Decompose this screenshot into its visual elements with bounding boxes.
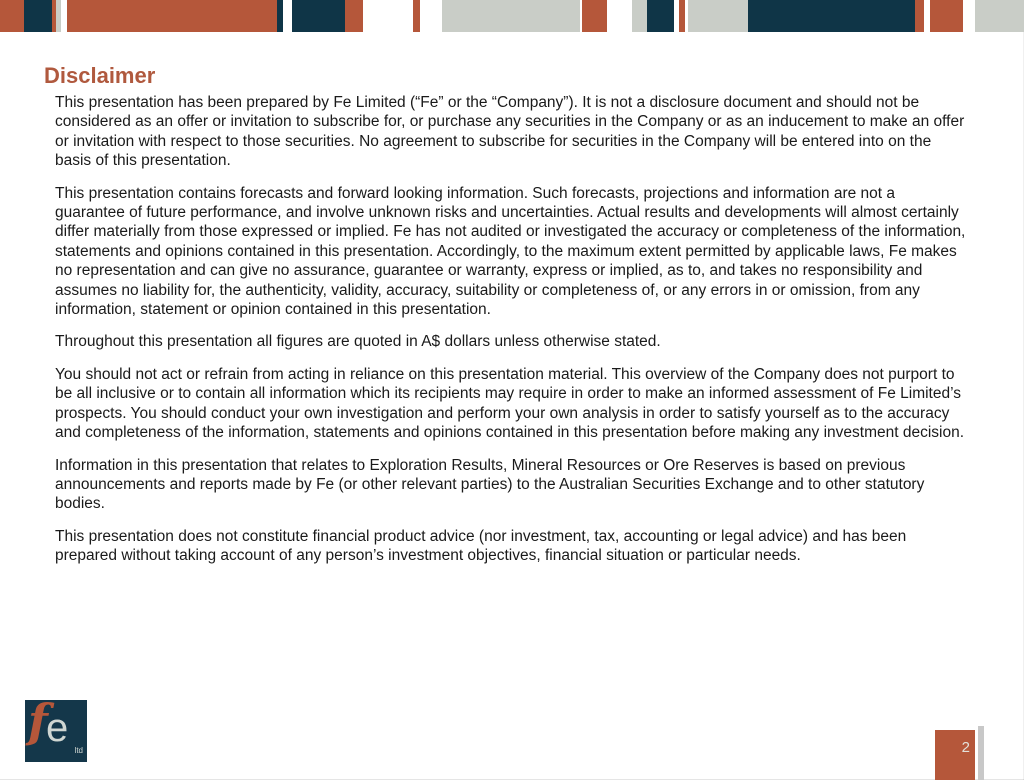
page-number-stripe: [978, 726, 984, 780]
bar-segment: [283, 0, 292, 32]
logo-ltd-label: ltd: [74, 746, 83, 755]
bar-segment: [67, 0, 277, 32]
bar-segment: [647, 0, 674, 32]
bar-segment: [420, 0, 442, 32]
bar-segment: [0, 0, 24, 32]
disclaimer-paragraph: This presentation does not constitute financial product advice (nor investment, tax, accounting or legal advice) and has been prepared without taking account of any person’s investment objectives, financial situation or particular needs.: [55, 527, 907, 565]
bar-segment: [442, 0, 580, 32]
disclaimer-paragraph: Information in this presentation that relates to Exploration Results, Mineral Resources or Ore Reserves is based on previous announcements and reports made by Fe (or other relevant parties) to the Australian Securities Exchange and to other statutory bodies.: [55, 456, 925, 513]
top-decorative-bar: [0, 0, 1024, 32]
bar-segment: [975, 0, 1024, 32]
bar-segment: [915, 0, 924, 32]
logo-letter-f: f: [28, 694, 48, 748]
disclaimer-paragraph: This presentation contains forecasts and forward looking information. Such forecasts, projections and information are not a guarantee of future performance, and involve unknown risks and uncertainties. Actual results and developments will almost certainly differ materially from those expressed or implied. Fe has not audited or investigated the accuracy or completeness of the information, statements and opinions contained in this presentation. Accordingly, to the maximum extent permitted by applicable laws, Fe makes no representation and can give no assurance, guarantee or warranty, express or implied, as to, and takes no responsibility and assumes no liability for, the authenticity, validity, accuracy, suitability or completeness of, or any errors in or omission, from any information, statement or opinion contained in this presentation.: [55, 184, 966, 319]
disclaimer-paragraph: Throughout this presentation all figures are quoted in A$ dollars unless otherwise stated.: [55, 333, 661, 351]
bar-segment: [963, 0, 975, 32]
bar-segment: [748, 0, 915, 32]
disclaimer-paragraph: This presentation has been prepared by Fe Limited (“Fe” or the “Company”). It is not a disclosure document and should not be considered as an offer or invitation to subscribe for, or purchase any securities in the Company or as an inducement to make an offer or invitation with respect to those securities. No agreement to subscribe for securities in the Company will be entered into on the basis of this presentation.: [55, 94, 965, 170]
bar-segment: [363, 0, 413, 32]
bar-segment: [632, 0, 647, 32]
bar-segment: [292, 0, 345, 32]
logo-letter-e: e: [46, 706, 69, 750]
bar-segment: [607, 0, 632, 32]
bar-segment: [582, 0, 607, 32]
fe-ltd-logo: [25, 694, 87, 762]
disclaimer-paragraph: You should not act or refrain from acting in reliance on this presentation material. This overview of the Company does not purport to be all inclusive or to contain all information which its recipients may require in order to make an informed assessment of Fe Limited’s prospects. You should conduct your own investigation and perform your own analysis in order to satisfy yourself as to the accuracy and completeness of the information, statements and opinions contained in this presentation before making any investment decision.: [55, 365, 965, 442]
page-number-badge: 2: [935, 730, 975, 780]
bar-segment: [24, 0, 52, 32]
bar-segment: [345, 0, 363, 32]
page-title: Disclaimer: [44, 62, 156, 88]
bar-segment: [688, 0, 748, 32]
disclaimer-body: [55, 93, 967, 579]
bar-segment: [930, 0, 963, 32]
bar-segment: [413, 0, 420, 32]
